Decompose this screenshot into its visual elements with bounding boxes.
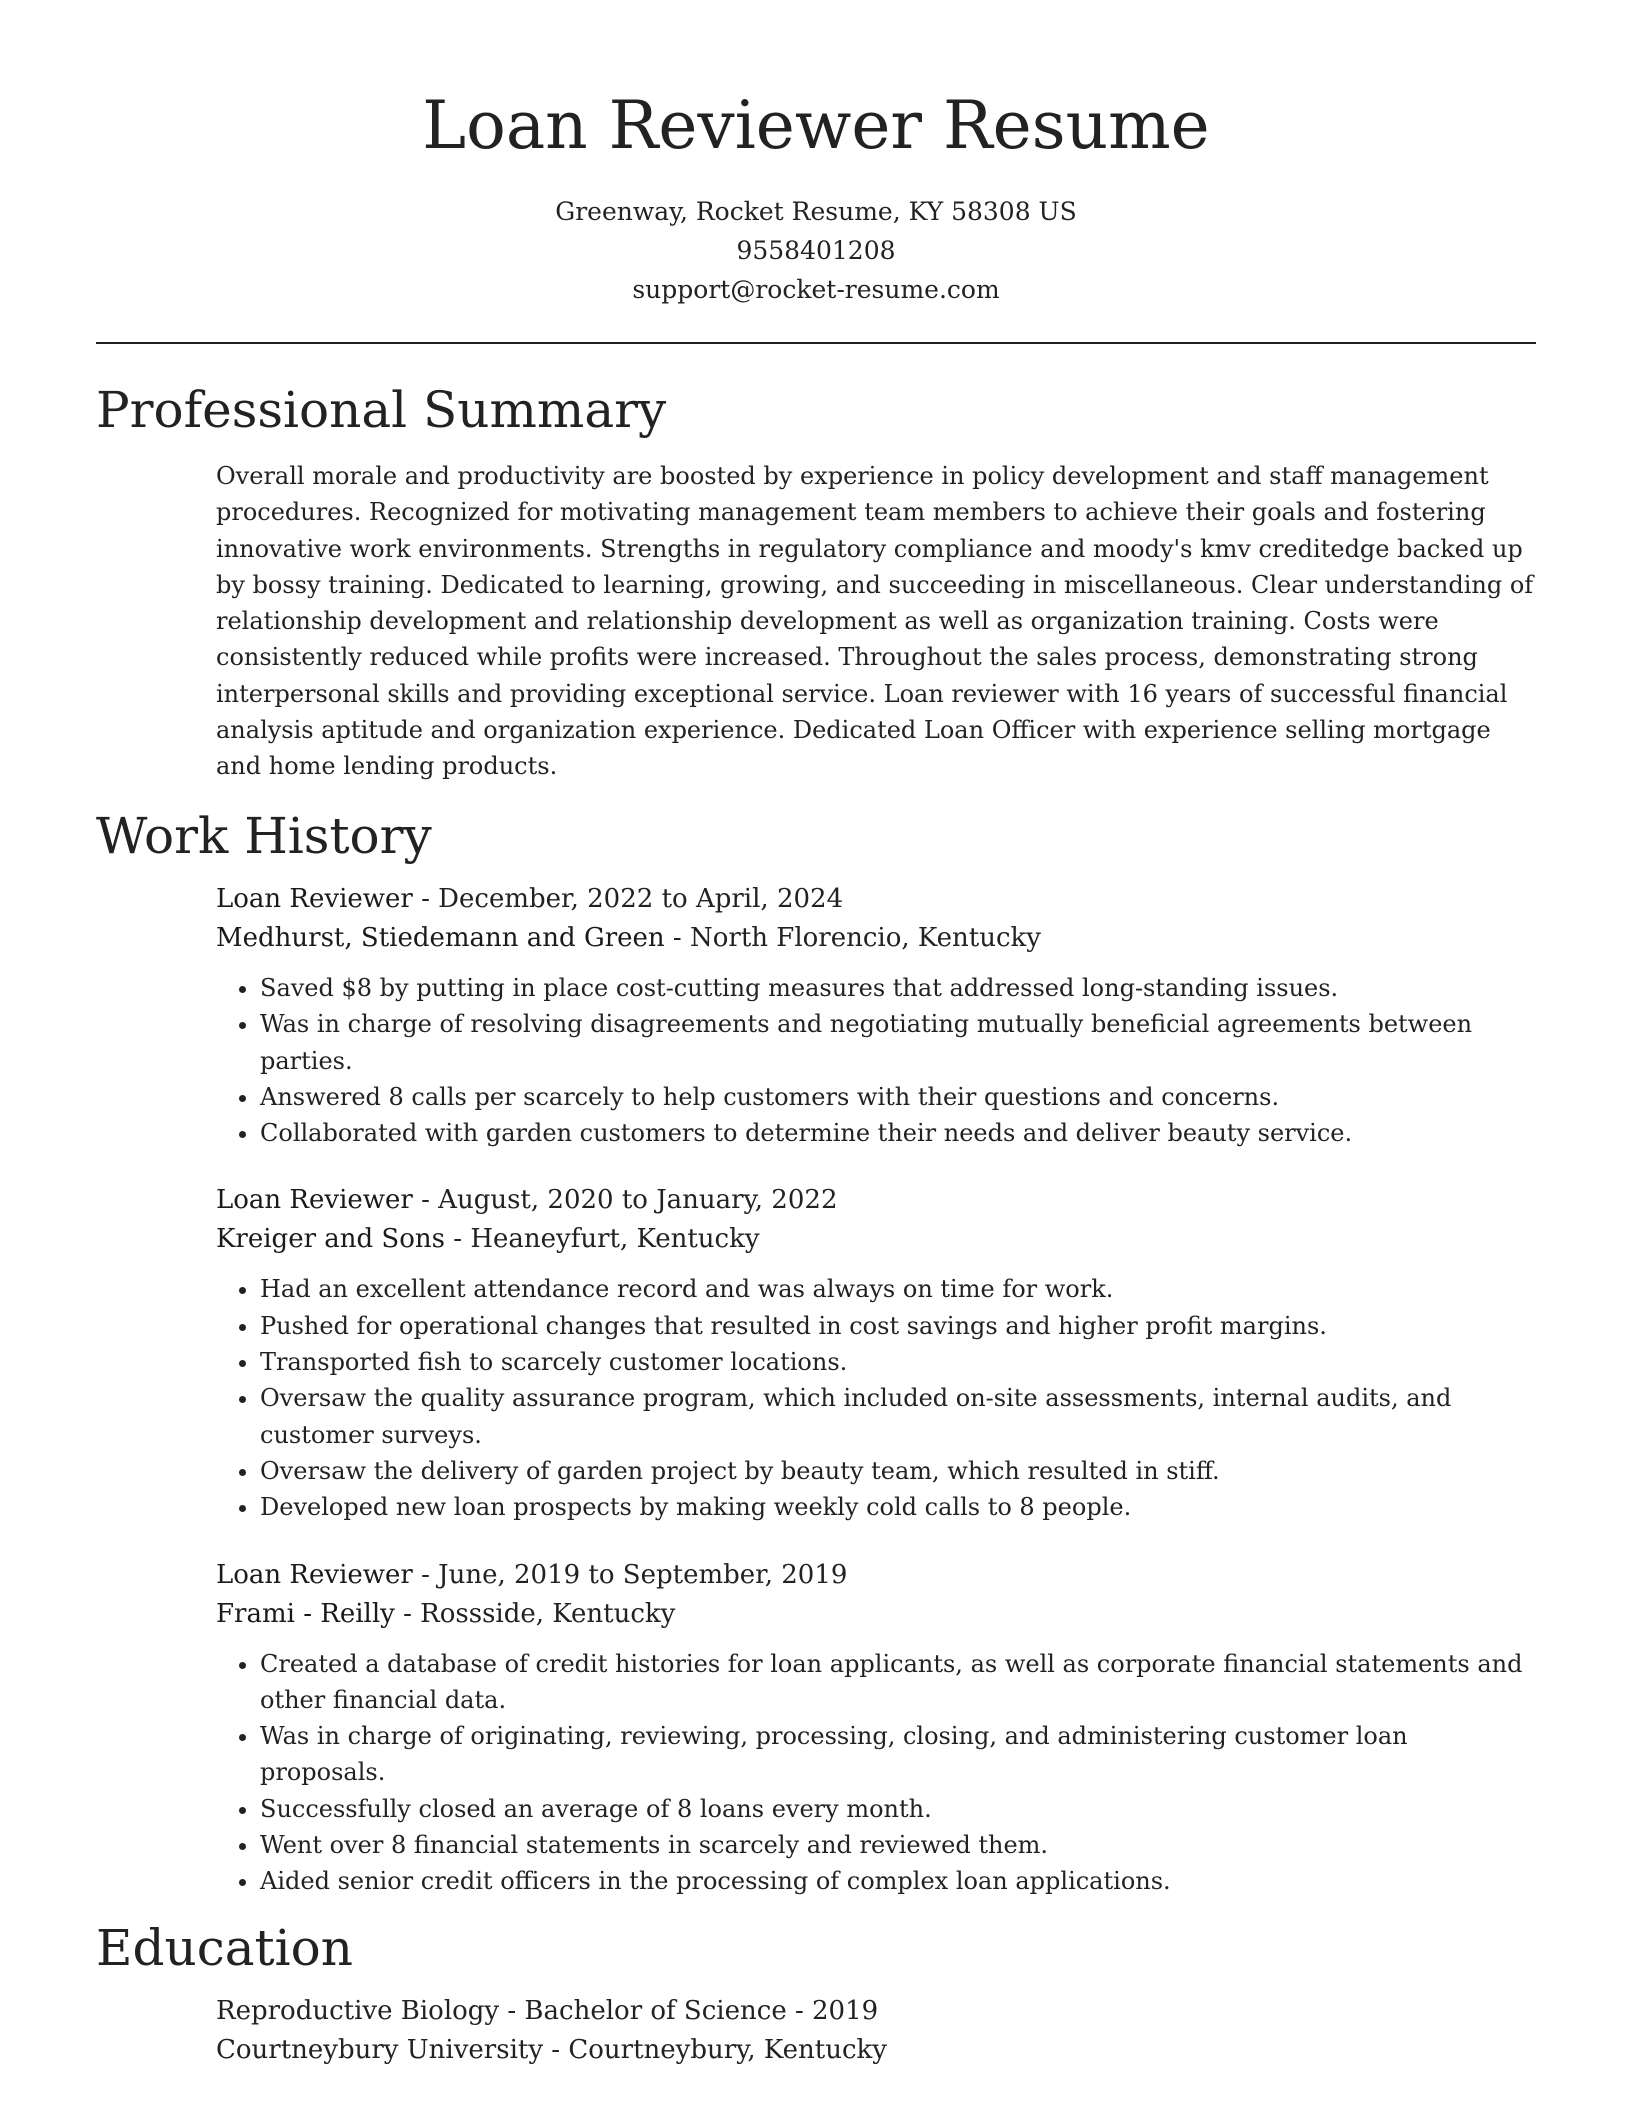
- resume-header: [96, 84, 1536, 309]
- job-dates: - June, 2019 to September, 2019: [412, 1559, 848, 1590]
- education-degree: Reproductive Biology - Bachelor of Science - 2019: [216, 1996, 879, 2026]
- contact-address: Greenway, Rocket Resume, KY 58308 US: [555, 197, 1077, 226]
- job-entry: [216, 1181, 1536, 1525]
- job-bullet: • Successfully closed an average of 8 loans every month.: [260, 1791, 1536, 1827]
- resume-title: Loan Reviewer Resume: [422, 87, 1210, 164]
- work-history-section: [96, 804, 1536, 1900]
- job-location: - North Florencio, Kentucky: [664, 923, 1041, 953]
- summary-section: [96, 378, 1536, 785]
- job-bullet: • Developed new loan prospects by making weekly cold calls to 8 people.: [260, 1489, 1536, 1525]
- job-bullet: • Transported fish to scarcely customer locations.: [260, 1344, 1536, 1380]
- job-title-line: [216, 1556, 1536, 1595]
- education-school-line: [216, 2031, 1536, 2070]
- summary-body: [216, 458, 1536, 785]
- education-body: [216, 1992, 1536, 2070]
- job-entry: [216, 1556, 1536, 1900]
- job-company: Kreiger and Sons: [216, 1224, 445, 1255]
- job-title-line: [216, 880, 1536, 919]
- job-bullet: • Was in charge of resolving disagreements and negotiating mutually beneficial agreements between parties.: [260, 1006, 1536, 1079]
- contact-block: [96, 192, 1536, 309]
- job-bullet: • Aided senior credit officers in the processing of complex loan applications.: [260, 1863, 1536, 1899]
- job-company-line: [216, 919, 1536, 958]
- job-company-line: [216, 1595, 1536, 1634]
- job-bullet: • Collaborated with garden customers to determine their needs and deliver beauty service.: [260, 1115, 1536, 1151]
- summary-text: Overall morale and productivity are boosted by experience in policy development and staff management procedures. Recognized for motivating management team members to achieve their goals and fostering innovative work environments. Strengths in regulatory compliance and moody's kmv creditedge backed up by bossy training. Dedicated to learning, growing, and succeeding in miscellaneous. Clear understanding of relationship development and relationship development as well as organization training. Costs were consistently reduced while profits were increased. Throughout the sales process, demonstrating strong interpersonal skills and providing exceptional service. Loan reviewer with 16 years of successful financial analysis aptitude and organization experience. Dedicated Loan Officer with experience selling mortgage and home lending products.: [216, 462, 1534, 781]
- job-entry: [216, 880, 1536, 1151]
- education-heading: Education: [96, 1919, 353, 1977]
- contact-email: support@rocket-resume.com: [632, 275, 1000, 304]
- job-dates: - December, 2022 to April, 2024: [412, 884, 844, 914]
- summary-heading: Professional Summary: [96, 381, 667, 439]
- job-title-line: [216, 1181, 1536, 1220]
- job-company-line: [216, 1220, 1536, 1259]
- job-title: Loan Reviewer: [216, 884, 413, 914]
- education-section: [96, 1916, 1536, 2070]
- job-bullet: • Had an excellent attendance record and was always on time for work.: [260, 1271, 1536, 1307]
- job-bullet: • Was in charge of originating, reviewing, processing, closing, and administering customer loan proposals.: [260, 1718, 1536, 1791]
- job-location: - Rossside, Kentucky: [394, 1598, 676, 1629]
- job-bullets: [216, 970, 1536, 1151]
- job-bullet: • Pushed for operational changes that resulted in cost savings and higher profit margins.: [260, 1308, 1536, 1344]
- contact-phone: 9558401208: [736, 236, 896, 265]
- work-history-body: [216, 880, 1536, 1900]
- job-dates: - August, 2020 to January, 2022: [412, 1185, 838, 1216]
- job-bullets: [216, 1271, 1536, 1525]
- job-bullet: • Created a database of credit histories for loan applicants, as well as corporate financial statements and other financial data.: [260, 1646, 1536, 1719]
- job-bullet: • Answered 8 calls per scarcely to help customers with their questions and concerns.: [260, 1079, 1536, 1115]
- header-divider: [96, 342, 1536, 344]
- education-location: - Courtneybury, Kentucky: [543, 2035, 887, 2065]
- work-history-heading: Work History: [96, 807, 432, 865]
- job-company: Frami - Reilly: [216, 1598, 395, 1629]
- job-bullets: [216, 1646, 1536, 1900]
- education-school: Courtneybury University: [216, 2035, 544, 2065]
- job-bullet: • Oversaw the delivery of garden project by beauty team, which resulted in stiff.: [260, 1453, 1536, 1489]
- job-title: Loan Reviewer: [216, 1559, 413, 1590]
- job-bullet: • Oversaw the quality assurance program, which included on-site assessments, internal audits, and customer surveys.: [260, 1380, 1536, 1453]
- job-bullet: • Saved $8 by putting in place cost-cutting measures that addressed long-standing issues.: [260, 970, 1536, 1006]
- job-company: Medhurst, Stiedemann and Green: [216, 923, 665, 953]
- job-title: Loan Reviewer: [216, 1185, 413, 1216]
- job-bullet: • Went over 8 financial statements in scarcely and reviewed them.: [260, 1827, 1536, 1863]
- job-location: - Heaneyfurt, Kentucky: [445, 1224, 760, 1255]
